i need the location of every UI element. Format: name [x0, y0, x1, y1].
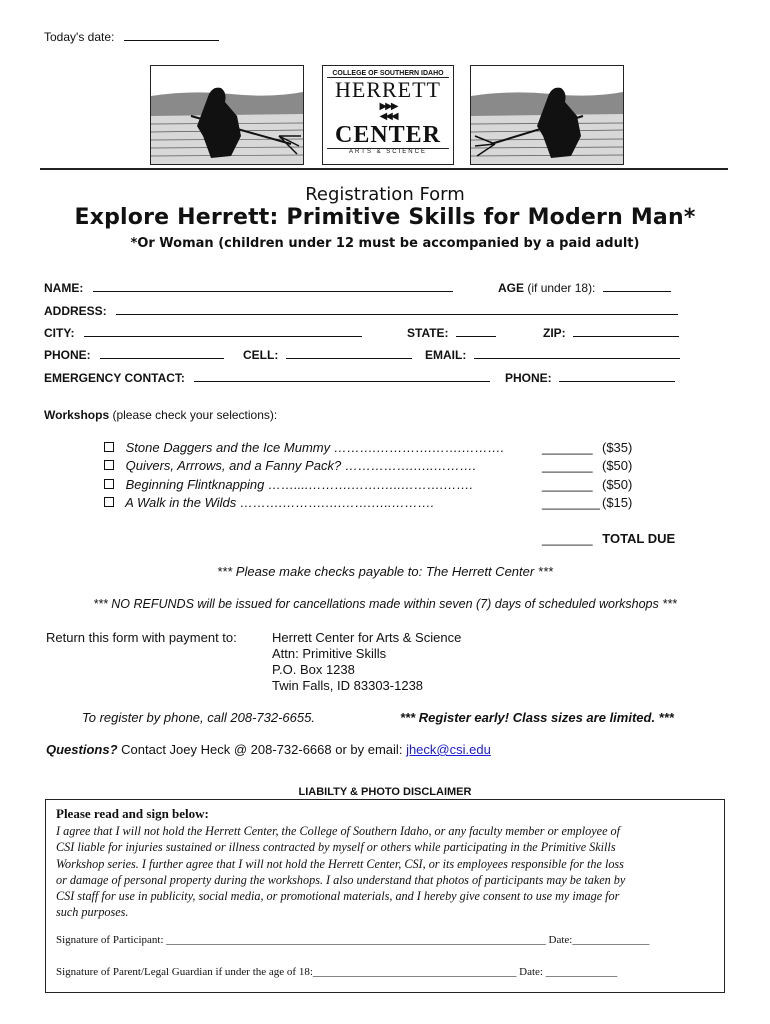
participant-signature-row	[56, 934, 649, 946]
workshop-dots: ……….……….….…….…..……….	[239, 495, 435, 510]
logo-bottom-text: ARTS & SCIENCE	[327, 148, 449, 155]
header-divider	[40, 168, 728, 170]
disclaimer-text	[56, 823, 625, 921]
disclaimer-line: or damage of personal property during the workshops. I also understand that photos of participants may be taken by	[56, 872, 626, 887]
guardian-date-label: Date:	[519, 966, 543, 978]
herrett-center-logo	[322, 65, 454, 165]
address-label: ADDRESS:	[44, 304, 107, 318]
disclaimer-line: Workshop series. I further agree that I will not hold the Herrett Center, CSI, or its employees responsible for the loss	[56, 856, 624, 871]
state-label: STATE:	[407, 326, 449, 340]
logo-arrows-right-icon: ▶▶▶	[379, 101, 397, 112]
guardian-date-line[interactable]: _____________	[545, 966, 618, 978]
workshop-dots: ……….………….…….……….	[333, 440, 505, 455]
fisherman-image-2	[471, 66, 623, 164]
name-label: NAME:	[44, 281, 84, 295]
disclaimer-box	[45, 799, 725, 993]
age-note-label: (if under 18):	[527, 281, 596, 295]
read-sign-heading: Please read and sign below:	[56, 806, 209, 821]
address-input[interactable]	[116, 302, 678, 315]
workshops-label: Workshops	[44, 408, 110, 422]
workshop-blank[interactable]: _______	[542, 477, 593, 492]
workshops-note: (please check your selections):	[112, 408, 278, 422]
participant-signature-line[interactable]: _____________________________________________________________________	[166, 934, 546, 946]
questions-text: Contact Joey Heck @ 208-732-6668 or by email:	[121, 742, 403, 757]
checkbox-icon[interactable]	[104, 497, 114, 507]
state-field	[407, 324, 496, 340]
guardian-signature-row	[56, 966, 617, 978]
no-refunds-note: *** NO REFUNDS will be issued for cancellations made within seven (7) days of scheduled workshops ***	[93, 597, 677, 611]
questions-line	[46, 742, 491, 757]
workshop-price: ($50)	[602, 458, 633, 473]
workshop-blank[interactable]: _______	[542, 440, 593, 455]
disclaimer-line: such purposes.	[56, 905, 129, 920]
return-form-label: Return this form with payment to:	[46, 630, 237, 645]
name-field	[44, 279, 453, 295]
checkbox-icon[interactable]	[104, 460, 114, 470]
workshop-dots: …………….…..……….	[344, 458, 477, 473]
workshop-name: A Walk in the Wilds	[125, 495, 237, 510]
workshop-price: ($50)	[602, 477, 633, 492]
phone-input[interactable]	[100, 346, 224, 359]
zip-field	[543, 324, 679, 340]
emergency-phone-input[interactable]	[559, 369, 675, 382]
workshop-price: ($35)	[602, 440, 633, 455]
city-field	[44, 324, 362, 340]
disclaimer-line: CSI staff for use in publicity, social media, or promotional materials, and I hereby give consent to use my image for	[56, 889, 620, 904]
workshop-blank[interactable]: ________	[542, 495, 600, 510]
city-label: CITY:	[44, 326, 75, 340]
age-note: *Or Woman (children under 12 must be accompanied by a paid adult)	[130, 236, 640, 251]
address-line: Herrett Center for Arts & Science	[272, 630, 462, 645]
workshop-item[interactable]	[104, 458, 654, 473]
city-input[interactable]	[84, 324, 362, 337]
workshop-name: Stone Daggers and the Ice Mummy	[125, 440, 331, 455]
participant-signature-label: Signature of Participant:	[56, 934, 164, 946]
mailing-address	[272, 630, 461, 694]
age-field	[498, 279, 671, 295]
register-by-phone: To register by phone, call 208-732-6655.	[82, 710, 315, 725]
logo-arrows-left-icon: ◀◀◀	[379, 111, 397, 122]
emergency-phone-label: PHONE:	[505, 371, 552, 385]
workshop-price: ($15)	[602, 495, 633, 510]
state-input[interactable]	[456, 324, 496, 337]
workshop-blank[interactable]: _______	[542, 458, 593, 473]
left-photo	[150, 65, 304, 165]
workshop-dots: ……....……….…….…..……….…….	[268, 477, 474, 492]
participant-date-line[interactable]: ______________	[572, 934, 650, 946]
workshop-item[interactable]	[104, 495, 654, 510]
event-title: Explore Herrett: Primitive Skills for Modern Man*	[74, 205, 696, 230]
guardian-signature-line[interactable]: _____________________________________	[312, 966, 517, 978]
checkbox-icon[interactable]	[104, 442, 114, 452]
total-due-blank[interactable]: _______	[542, 531, 593, 546]
todays-date	[44, 28, 219, 44]
checks-payable-note: *** Please make checks payable to: The Herrett Center ***	[216, 564, 553, 579]
checkbox-icon[interactable]	[104, 479, 114, 489]
cell-label: CELL:	[243, 348, 279, 362]
logo-top-text: COLLEGE OF SOUTHERN IDAHO	[327, 70, 449, 78]
address-line: Attn: Primitive Skills	[272, 646, 387, 661]
zip-input[interactable]	[573, 324, 679, 337]
right-photo	[470, 65, 624, 165]
cell-field	[243, 346, 412, 362]
disclaimer-line: CSI liable for injuries sustained or illness contracted by myself or others while participating in the Primitive Skills	[56, 840, 616, 855]
total-due	[542, 531, 675, 546]
participant-date-label: Date:	[548, 934, 573, 946]
workshops-heading	[44, 408, 277, 422]
phone-field	[44, 346, 224, 362]
zip-label: ZIP:	[543, 326, 566, 340]
address-line: Twin Falls, ID 83303-1238	[272, 678, 424, 693]
logo-word-center: CENTER	[334, 122, 442, 148]
logo-word-herrett: HERRETT	[335, 77, 441, 102]
questions-label: Questions?	[46, 742, 118, 757]
email-field	[425, 346, 680, 362]
name-input[interactable]	[93, 279, 453, 292]
contact-email-link[interactable]: jheck@csi.edu	[406, 742, 491, 757]
disclaimer-line: I agree that I will not hold the Herrett Center, the College of Southern Idaho, or any faculty member or employee of	[56, 824, 621, 838]
address-line: P.O. Box 1238	[272, 662, 355, 677]
emergency-contact-field	[44, 369, 490, 385]
emergency-phone-field	[505, 369, 675, 385]
phone-label: PHONE:	[44, 348, 91, 362]
fisherman-image	[151, 66, 303, 164]
guardian-signature-label: Signature of Parent/Legal Guardian if under the age of 18:	[56, 966, 313, 978]
form-title: Registration Form	[305, 184, 465, 205]
age-input[interactable]	[603, 279, 671, 292]
emergency-contact-label: EMERGENCY CONTACT:	[44, 371, 185, 385]
workshop-name: Quivers, Arrrows, and a Fanny Pack?	[125, 458, 342, 473]
email-input[interactable]	[474, 346, 680, 359]
workshop-item[interactable]	[104, 440, 654, 455]
cell-input[interactable]	[286, 346, 412, 359]
emergency-contact-input[interactable]	[194, 369, 490, 382]
disclaimer-heading: LIABILTY & PHOTO DISCLAIMER	[298, 786, 472, 798]
total-due-label: TOTAL DUE	[602, 531, 676, 546]
age-label: AGE	[498, 281, 525, 295]
address-field	[44, 302, 678, 318]
workshop-name: Beginning Flintknapping	[125, 477, 265, 492]
todays-date-label: Today's date:	[44, 30, 115, 44]
todays-date-field[interactable]	[124, 28, 219, 41]
register-early: *** Register early! Class sizes are limited. ***	[400, 710, 674, 725]
email-label: EMAIL:	[425, 348, 467, 362]
workshop-item[interactable]	[104, 477, 654, 492]
